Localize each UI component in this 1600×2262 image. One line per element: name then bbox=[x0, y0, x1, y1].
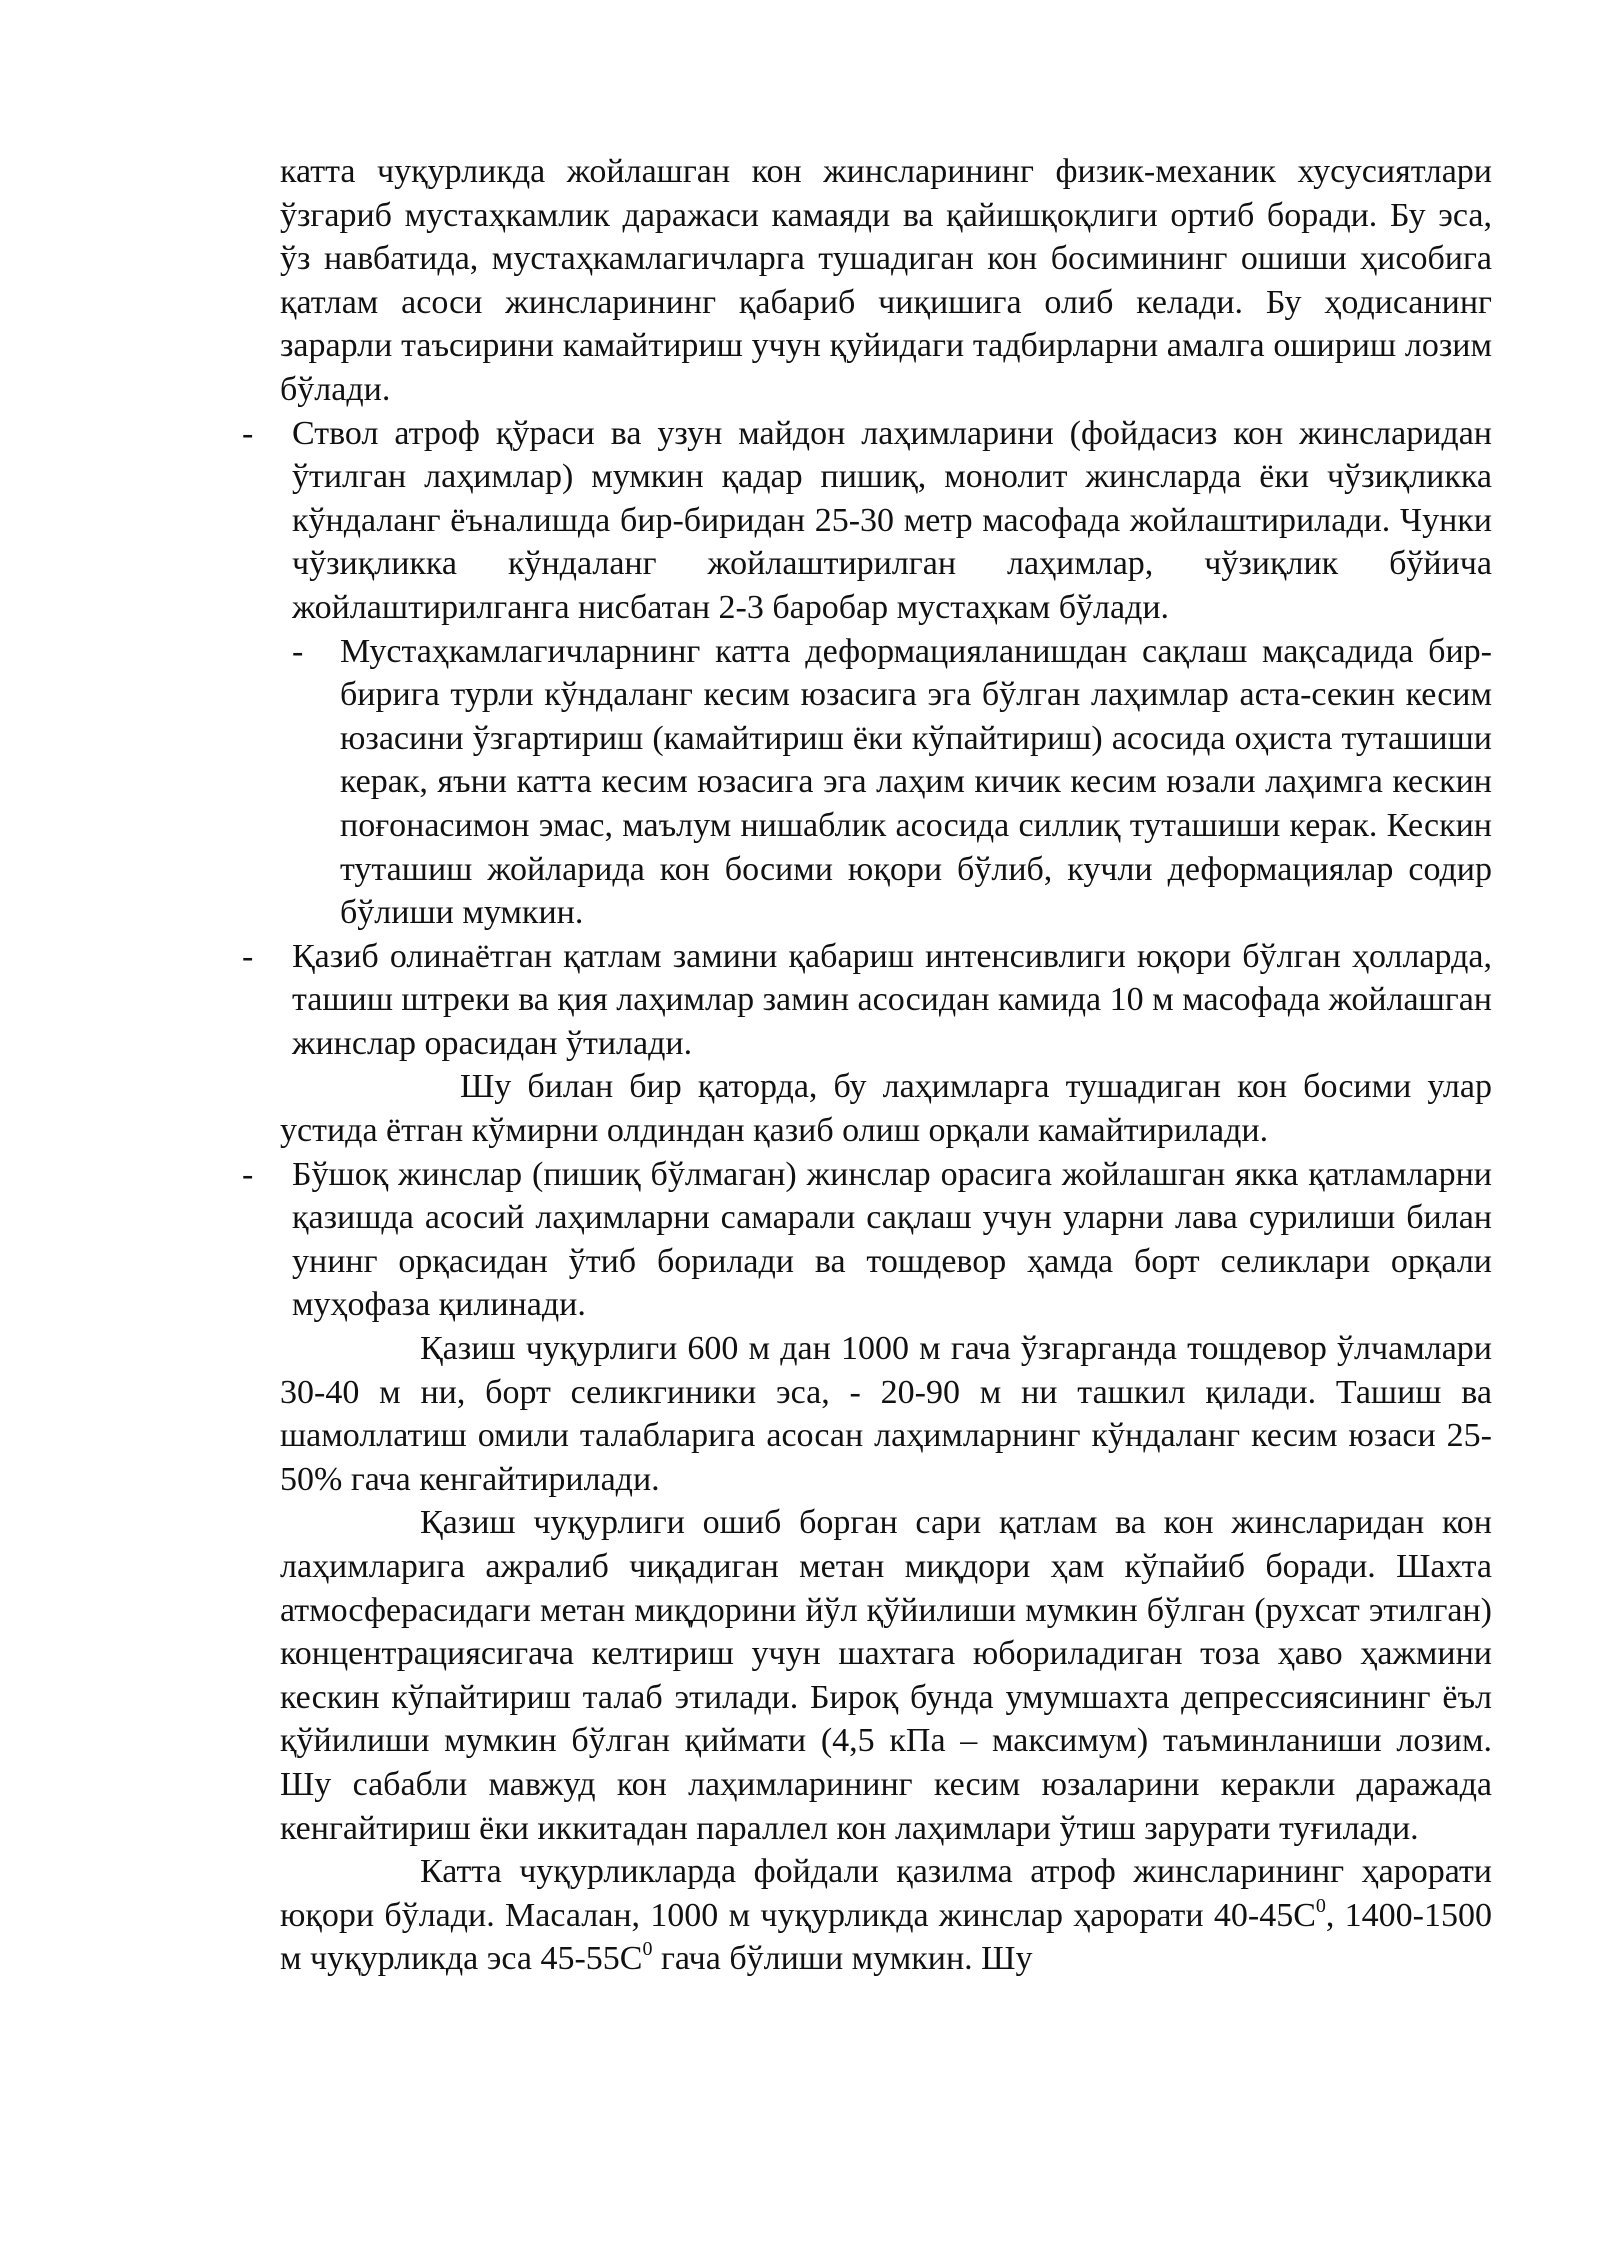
list-dash: - bbox=[242, 414, 254, 452]
list-dash: - bbox=[242, 937, 254, 975]
paragraph-harorat-part-b: , 1400-1500 м чуқурликда эса 45-55С bbox=[280, 1896, 1493, 1978]
paragraph-intro: катта чуқурликда жойлашган кон жинсларининг физик-механик хусусиятлари ўзгариб мустаҳкамлик даражаси камаяди ва қайишқоқлиги ортиб боради. Бу эса, ўз навбатида, мустаҳкамлагичларга тушадиган кон босимининг ошиши ҳисобига қатлам асоси жинсларининг қабариб чиқишига олиб келади. Бу ҳодисанинг зарарли таъсирини камайтириш учун қуйидаги тадбирларни амалга ошириш лозим бўлади. bbox=[280, 153, 1492, 408]
list-item-boshoq bbox=[242, 1153, 1492, 1327]
list-item-text: Бўшоқ жинслар (пишиқ бўлмаган) жинслар орасига жойлашган якка қатламларни қазишда асосий лаҳимларни самарали сақлаш учун уларни лава сурилиши билан унинг орқасидан ўтиб борилади ва тошдевор ҳамда борт селиклари орқали муҳофаза қилинади. bbox=[292, 1155, 1492, 1324]
document-page bbox=[242, 150, 1493, 1981]
degree-superscript: 0 bbox=[642, 1938, 653, 1961]
degree-superscript: 0 bbox=[1315, 1894, 1326, 1917]
paragraph-harorat bbox=[280, 1850, 1492, 1981]
list-item-mustahkamlagich bbox=[280, 630, 1492, 935]
list-item-text: Ствол атроф қўраси ва узун майдон лаҳимларини (фойдасиз кон жинсларидан ўтилган лаҳимлар) мумкин қадар пишиқ, монолит жинсларда ёки чўзиқликка кўндаланг ёъналишда бир-биридан 25-30 метр масофада жойлаштирилади. Чунки чўзиқликка кўндаланг жойлаштирилган лаҳимлар, чўзиқлик бўйича жойлаштирилганга нисбатан 2-3 баробар мустаҳкам бўлади. bbox=[292, 414, 1492, 626]
paragraph-metan: Қазиш чуқурлиги ошиб борган сари қатлам ва кон жинсларидан кон лаҳимларига ажралиб чиқадиган метан миқдори ҳам кўпайиб боради. Шахта атмосферасидаги метан миқдорини йўл қўйилиши мумкин бўлган (рухсат этилган) концентрациясигача келтириш учун шахтага юбориладиган тоза ҳаво ҳажмини кескин кўпайтириш талаб этилади. Бироқ бунда умумшахта депрессиясининг ёъл қўйилиши мумкин бўлган қиймати (4,5 кПа – максимум) таъминланиши лозим. Шу сабабли мавжуд кон лаҳимларининг кесим юзаларини керакли даражада кенгайтириш ёки иккитадан параллел кон лаҳимлари ўтиш зарурати туғилади. bbox=[280, 1504, 1492, 1847]
list-dash: - bbox=[292, 632, 304, 670]
list-item-text: Мустаҳкамлагичларнинг катта деформацияланишдан сақлаш мақсадида бир-бирига турли кўндаланг кесим юзасига эга бўлган лаҳимлар аста-секин кесим юзасини ўзгартириш (камайтириш ёки кўпайтириш) асосида оҳиста туташиши керак, яъни катта кесим юзасига эга лаҳим кичик кесим юзали лаҳимга кескин поғонасимон эмас, маълум нишаблик асосида силлиқ туташиши керак. Кескин туташиш жойларида кон босими юқори бўлиб, кучли деформациялар содир бўлиши мумкин. bbox=[340, 632, 1492, 932]
paragraph-harorat-part-c: гача бўлиши мумкин. Шу bbox=[652, 1940, 1033, 1978]
list-item-stvol bbox=[242, 412, 1492, 630]
paragraph-qazish-600: Қазиш чуқурлиги 600 м дан 1000 м гача ўзгарганда тошдевор ўлчамлари 30-40 м ни, борт селикгиники эса, - 20-90 м ни ташкил қилади. Ташиш ва шамоллатиш омили талабларига асосан лаҳимларнинг кўндаланг кесим юзаси 25-50% гача кенгайтирилади. bbox=[280, 1330, 1492, 1498]
list-item-qazib bbox=[242, 935, 1492, 1066]
list-dash: - bbox=[242, 1155, 254, 1193]
paragraph-harorat-part-a: Катта чуқурликларда фойдали қазилма атроф жинсларининг ҳарорати юқори бўлади. Масалан, 1000 м чуқурликда жинслар ҳарорати 40-45С bbox=[280, 1853, 1492, 1934]
list-item-text: Қазиб олинаётган қатлам замини қабариш интенсивлиги юқори бўлган ҳолларда, ташиш штреки ва қия лаҳимлар замин асосидан камида 10 м масофада жойлашган жинслар орасидан ўтилади. bbox=[292, 937, 1492, 1062]
paragraph-shu-bilan: Шу билан бир қаторда, бу лаҳимларга тушадиган кон босими улар устида ётган кўмирни олдиндан қазиб олиш орқали камайтирилади. bbox=[280, 1068, 1492, 1150]
